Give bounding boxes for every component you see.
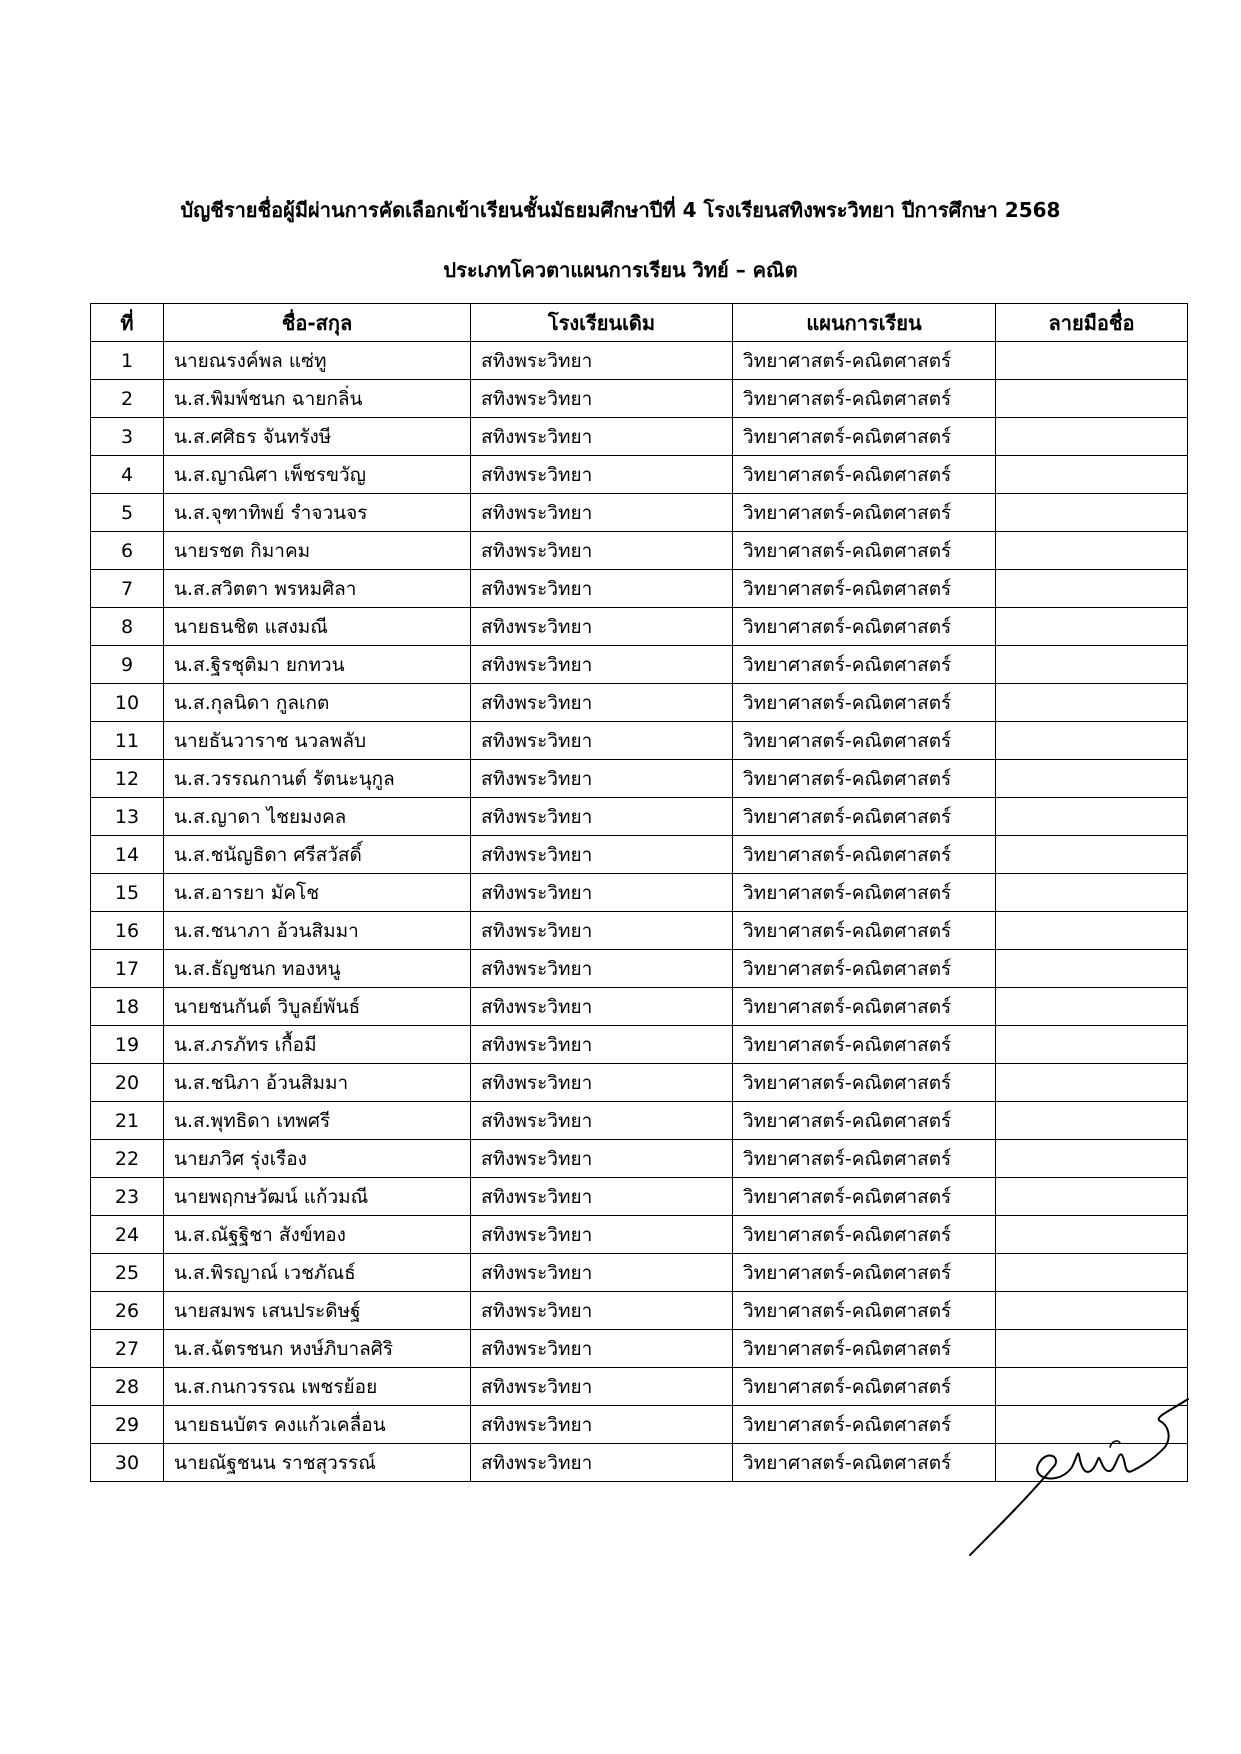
- cell-school: สทิงพระวิทยา: [471, 798, 733, 836]
- table-row: [91, 456, 1188, 494]
- cell-school: สทิงพระวิทยา: [471, 380, 733, 418]
- cell-name: น.ส.กนกวรรณ เพชรย้อย: [164, 1368, 471, 1406]
- cell-program: วิทยาศาสตร์-คณิตศาสตร์: [733, 532, 996, 570]
- table-row: [91, 798, 1188, 836]
- cell-name: น.ส.ชนัญธิดา ศรีสวัสดิ์: [164, 836, 471, 874]
- cell-program: วิทยาศาสตร์-คณิตศาสตร์: [733, 1254, 996, 1292]
- cell-signature: [996, 1254, 1188, 1292]
- cell-program: วิทยาศาสตร์-คณิตศาสตร์: [733, 722, 996, 760]
- table-row: [91, 1178, 1188, 1216]
- document-title: บัญชีรายชื่อผู้มีผ่านการคัดเลือกเข้าเรียนชั้นมัธยมศึกษาปีที่ 4 โรงเรียนสทิงพระวิทยา ปีการศึกษา 2568: [180, 198, 1061, 222]
- cell-no: 22: [91, 1140, 164, 1178]
- table-row: [91, 988, 1188, 1026]
- cell-signature: [996, 1178, 1188, 1216]
- cell-signature: [996, 1330, 1188, 1368]
- cell-program: วิทยาศาสตร์-คณิตศาสตร์: [733, 874, 996, 912]
- document-subtitle: ประเภทโควตาแผนการเรียน วิทย์ – คณิต: [443, 258, 798, 282]
- cell-school: สทิงพระวิทยา: [471, 836, 733, 874]
- cell-program: วิทยาศาสตร์-คณิตศาสตร์: [733, 760, 996, 798]
- table-row: [91, 1330, 1188, 1368]
- cell-no: 6: [91, 532, 164, 570]
- cell-signature: [996, 342, 1188, 380]
- cell-signature: [996, 646, 1188, 684]
- cell-signature: [996, 836, 1188, 874]
- cell-school: สทิงพระวิทยา: [471, 1444, 733, 1482]
- table-row: [91, 836, 1188, 874]
- table-row: [91, 722, 1188, 760]
- cell-no: 11: [91, 722, 164, 760]
- cell-school: สทิงพระวิทยา: [471, 342, 733, 380]
- cell-no: 18: [91, 988, 164, 1026]
- cell-program: วิทยาศาสตร์-คณิตศาสตร์: [733, 1330, 996, 1368]
- cell-no: 3: [91, 418, 164, 456]
- cell-school: สทิงพระวิทยา: [471, 418, 733, 456]
- cell-signature: [996, 760, 1188, 798]
- cell-signature: [996, 912, 1188, 950]
- cell-school: สทิงพระวิทยา: [471, 1292, 733, 1330]
- cell-signature: [996, 798, 1188, 836]
- cell-name: น.ส.พิมพ์ชนก ฉายกลิ่น: [164, 380, 471, 418]
- table-row: [91, 1064, 1188, 1102]
- cell-no: 9: [91, 646, 164, 684]
- cell-school: สทิงพระวิทยา: [471, 1178, 733, 1216]
- cell-name: นายณัฐชนน ราชสุวรรณ์: [164, 1444, 471, 1482]
- cell-no: 20: [91, 1064, 164, 1102]
- cell-signature: [996, 684, 1188, 722]
- cell-school: สทิงพระวิทยา: [471, 494, 733, 532]
- cell-no: 24: [91, 1216, 164, 1254]
- cell-no: 28: [91, 1368, 164, 1406]
- cell-no: 19: [91, 1026, 164, 1064]
- cell-no: 12: [91, 760, 164, 798]
- table-row: [91, 380, 1188, 418]
- cell-signature: [996, 380, 1188, 418]
- cell-name: นายณรงค์พล แซ่ทู: [164, 342, 471, 380]
- table-body: [91, 342, 1188, 1482]
- cell-name: นายธันวาราช นวลพลับ: [164, 722, 471, 760]
- cell-no: 2: [91, 380, 164, 418]
- table-header-row: [91, 304, 1188, 342]
- header-school: โรงเรียนเดิม: [471, 304, 733, 342]
- cell-no: 29: [91, 1406, 164, 1444]
- cell-program: วิทยาศาสตร์-คณิตศาสตร์: [733, 342, 996, 380]
- cell-name: นายพฤกษวัฒน์ แก้วมณี: [164, 1178, 471, 1216]
- cell-name: นายสมพร เสนประดิษฐ์: [164, 1292, 471, 1330]
- cell-signature: [996, 494, 1188, 532]
- cell-program: วิทยาศาสตร์-คณิตศาสตร์: [733, 912, 996, 950]
- cell-no: 13: [91, 798, 164, 836]
- cell-program: วิทยาศาสตร์-คณิตศาสตร์: [733, 988, 996, 1026]
- cell-signature: [996, 1292, 1188, 1330]
- header-name: ชื่อ-สกุล: [164, 304, 471, 342]
- header-no: ที่: [91, 304, 164, 342]
- cell-signature: [996, 988, 1188, 1026]
- cell-school: สทิงพระวิทยา: [471, 1102, 733, 1140]
- cell-name: น.ส.วรรณกานต์ รัตนะนุกูล: [164, 760, 471, 798]
- cell-name: น.ส.สวิตตา พรหมศิลา: [164, 570, 471, 608]
- table-row: [91, 494, 1188, 532]
- table-row: [91, 950, 1188, 988]
- table-row: [91, 1254, 1188, 1292]
- cell-name: น.ส.กุลนิดา กูลเกต: [164, 684, 471, 722]
- cell-name: นายธนบัตร คงแก้วเคลื่อน: [164, 1406, 471, 1444]
- cell-school: สทิงพระวิทยา: [471, 912, 733, 950]
- table-row: [91, 646, 1188, 684]
- cell-school: สทิงพระวิทยา: [471, 1406, 733, 1444]
- cell-program: วิทยาศาสตร์-คณิตศาสตร์: [733, 1292, 996, 1330]
- cell-signature: [996, 1026, 1188, 1064]
- cell-no: 25: [91, 1254, 164, 1292]
- cell-program: วิทยาศาสตร์-คณิตศาสตร์: [733, 836, 996, 874]
- table-row: [91, 912, 1188, 950]
- table-row: [91, 1292, 1188, 1330]
- cell-school: สทิงพระวิทยา: [471, 1064, 733, 1102]
- cell-program: วิทยาศาสตร์-คณิตศาสตร์: [733, 494, 996, 532]
- cell-school: สทิงพระวิทยา: [471, 988, 733, 1026]
- table-row: [91, 760, 1188, 798]
- cell-signature: [996, 1064, 1188, 1102]
- cell-school: สทิงพระวิทยา: [471, 950, 733, 988]
- cell-no: 26: [91, 1292, 164, 1330]
- cell-program: วิทยาศาสตร์-คณิตศาสตร์: [733, 950, 996, 988]
- cell-school: สทิงพระวิทยา: [471, 760, 733, 798]
- table-row: [91, 418, 1188, 456]
- table-row: [91, 342, 1188, 380]
- cell-name: น.ส.ญาดา ไชยมงคล: [164, 798, 471, 836]
- cell-no: 1: [91, 342, 164, 380]
- cell-program: วิทยาศาสตร์-คณิตศาสตร์: [733, 1102, 996, 1140]
- cell-signature: [996, 608, 1188, 646]
- cell-program: วิทยาศาสตร์-คณิตศาสตร์: [733, 1368, 996, 1406]
- table-row: [91, 684, 1188, 722]
- cell-program: วิทยาศาสตร์-คณิตศาสตร์: [733, 608, 996, 646]
- table-row: [91, 570, 1188, 608]
- cell-school: สทิงพระวิทยา: [471, 1026, 733, 1064]
- cell-program: วิทยาศาสตร์-คณิตศาสตร์: [733, 1026, 996, 1064]
- cell-program: วิทยาศาสตร์-คณิตศาสตร์: [733, 380, 996, 418]
- cell-no: 10: [91, 684, 164, 722]
- cell-program: วิทยาศาสตร์-คณิตศาสตร์: [733, 1064, 996, 1102]
- cell-name: น.ส.ศศิธร จันทรังษี: [164, 418, 471, 456]
- cell-no: 14: [91, 836, 164, 874]
- table-row: [91, 1026, 1188, 1064]
- cell-school: สทิงพระวิทยา: [471, 722, 733, 760]
- cell-school: สทิงพระวิทยา: [471, 570, 733, 608]
- cell-school: สทิงพระวิทยา: [471, 456, 733, 494]
- table-row: [91, 608, 1188, 646]
- handwritten-signature: [960, 1385, 1200, 1565]
- cell-signature: [996, 1102, 1188, 1140]
- cell-program: วิทยาศาสตร์-คณิตศาสตร์: [733, 1406, 996, 1444]
- cell-name: นายภวิศ รุ่งเรือง: [164, 1140, 471, 1178]
- table-row: [91, 1140, 1188, 1178]
- table-row: [91, 874, 1188, 912]
- cell-school: สทิงพระวิทยา: [471, 1330, 733, 1368]
- cell-signature: [996, 950, 1188, 988]
- cell-name: น.ส.จุฑาทิพย์ รำจวนจร: [164, 494, 471, 532]
- cell-no: 30: [91, 1444, 164, 1482]
- cell-name: น.ส.ณัฐฐิชา สังข์ทอง: [164, 1216, 471, 1254]
- cell-school: สทิงพระวิทยา: [471, 532, 733, 570]
- cell-name: น.ส.ญาณิศา เพ็ชรขวัญ: [164, 456, 471, 494]
- cell-school: สทิงพระวิทยา: [471, 1368, 733, 1406]
- cell-name: นายชนกันต์ วิบูลย์พันธ์: [164, 988, 471, 1026]
- cell-name: น.ส.พิรญาณ์ เวชภัณธ์: [164, 1254, 471, 1292]
- cell-signature: [996, 570, 1188, 608]
- cell-name: น.ส.อารยา มัคโช: [164, 874, 471, 912]
- cell-no: 27: [91, 1330, 164, 1368]
- student-roster-table: [90, 303, 1188, 1482]
- cell-program: วิทยาศาสตร์-คณิตศาสตร์: [733, 1178, 996, 1216]
- cell-name: นายรชต กิมาคม: [164, 532, 471, 570]
- cell-program: วิทยาศาสตร์-คณิตศาสตร์: [733, 684, 996, 722]
- cell-signature: [996, 418, 1188, 456]
- cell-name: น.ส.ฐิรชุติมา ยกทวน: [164, 646, 471, 684]
- cell-school: สทิงพระวิทยา: [471, 646, 733, 684]
- cell-signature: [996, 722, 1188, 760]
- cell-no: 23: [91, 1178, 164, 1216]
- cell-no: 8: [91, 608, 164, 646]
- header-program: แผนการเรียน: [733, 304, 996, 342]
- cell-name: น.ส.ธัญชนก ทองหนู: [164, 950, 471, 988]
- cell-school: สทิงพระวิทยา: [471, 608, 733, 646]
- cell-signature: [996, 1216, 1188, 1254]
- cell-name: น.ส.ชนิภา อ้วนสิมมา: [164, 1064, 471, 1102]
- cell-program: วิทยาศาสตร์-คณิตศาสตร์: [733, 418, 996, 456]
- cell-signature: [996, 874, 1188, 912]
- cell-no: 16: [91, 912, 164, 950]
- cell-school: สทิงพระวิทยา: [471, 1254, 733, 1292]
- cell-name: น.ส.ฉัตรชนก หงษ์ภิบาลศิริ: [164, 1330, 471, 1368]
- cell-school: สทิงพระวิทยา: [471, 1140, 733, 1178]
- cell-name: น.ส.พุทธิดา เทพศรี: [164, 1102, 471, 1140]
- header-signature: ลายมือชื่อ: [996, 304, 1188, 342]
- cell-no: 15: [91, 874, 164, 912]
- cell-no: 21: [91, 1102, 164, 1140]
- cell-school: สทิงพระวิทยา: [471, 874, 733, 912]
- cell-program: วิทยาศาสตร์-คณิตศาสตร์: [733, 646, 996, 684]
- cell-signature: [996, 1140, 1188, 1178]
- cell-signature: [996, 532, 1188, 570]
- cell-no: 7: [91, 570, 164, 608]
- table-row: [91, 532, 1188, 570]
- cell-name: น.ส.ชนาภา อ้วนสิมมา: [164, 912, 471, 950]
- cell-school: สทิงพระวิทยา: [471, 684, 733, 722]
- cell-program: วิทยาศาสตร์-คณิตศาสตร์: [733, 1216, 996, 1254]
- cell-no: 5: [91, 494, 164, 532]
- cell-no: 4: [91, 456, 164, 494]
- table-row: [91, 1102, 1188, 1140]
- cell-program: วิทยาศาสตร์-คณิตศาสตร์: [733, 456, 996, 494]
- table-row: [91, 1216, 1188, 1254]
- cell-name: น.ส.ภรภัทร เกื้อมี: [164, 1026, 471, 1064]
- cell-signature: [996, 456, 1188, 494]
- cell-no: 17: [91, 950, 164, 988]
- cell-name: นายธนชิต แสงมณี: [164, 608, 471, 646]
- cell-program: วิทยาศาสตร์-คณิตศาสตร์: [733, 798, 996, 836]
- cell-school: สทิงพระวิทยา: [471, 1216, 733, 1254]
- cell-program: วิทยาศาสตร์-คณิตศาสตร์: [733, 570, 996, 608]
- cell-program: วิทยาศาสตร์-คณิตศาสตร์: [733, 1140, 996, 1178]
- cell-program: วิทยาศาสตร์-คณิตศาสตร์: [733, 1444, 996, 1482]
